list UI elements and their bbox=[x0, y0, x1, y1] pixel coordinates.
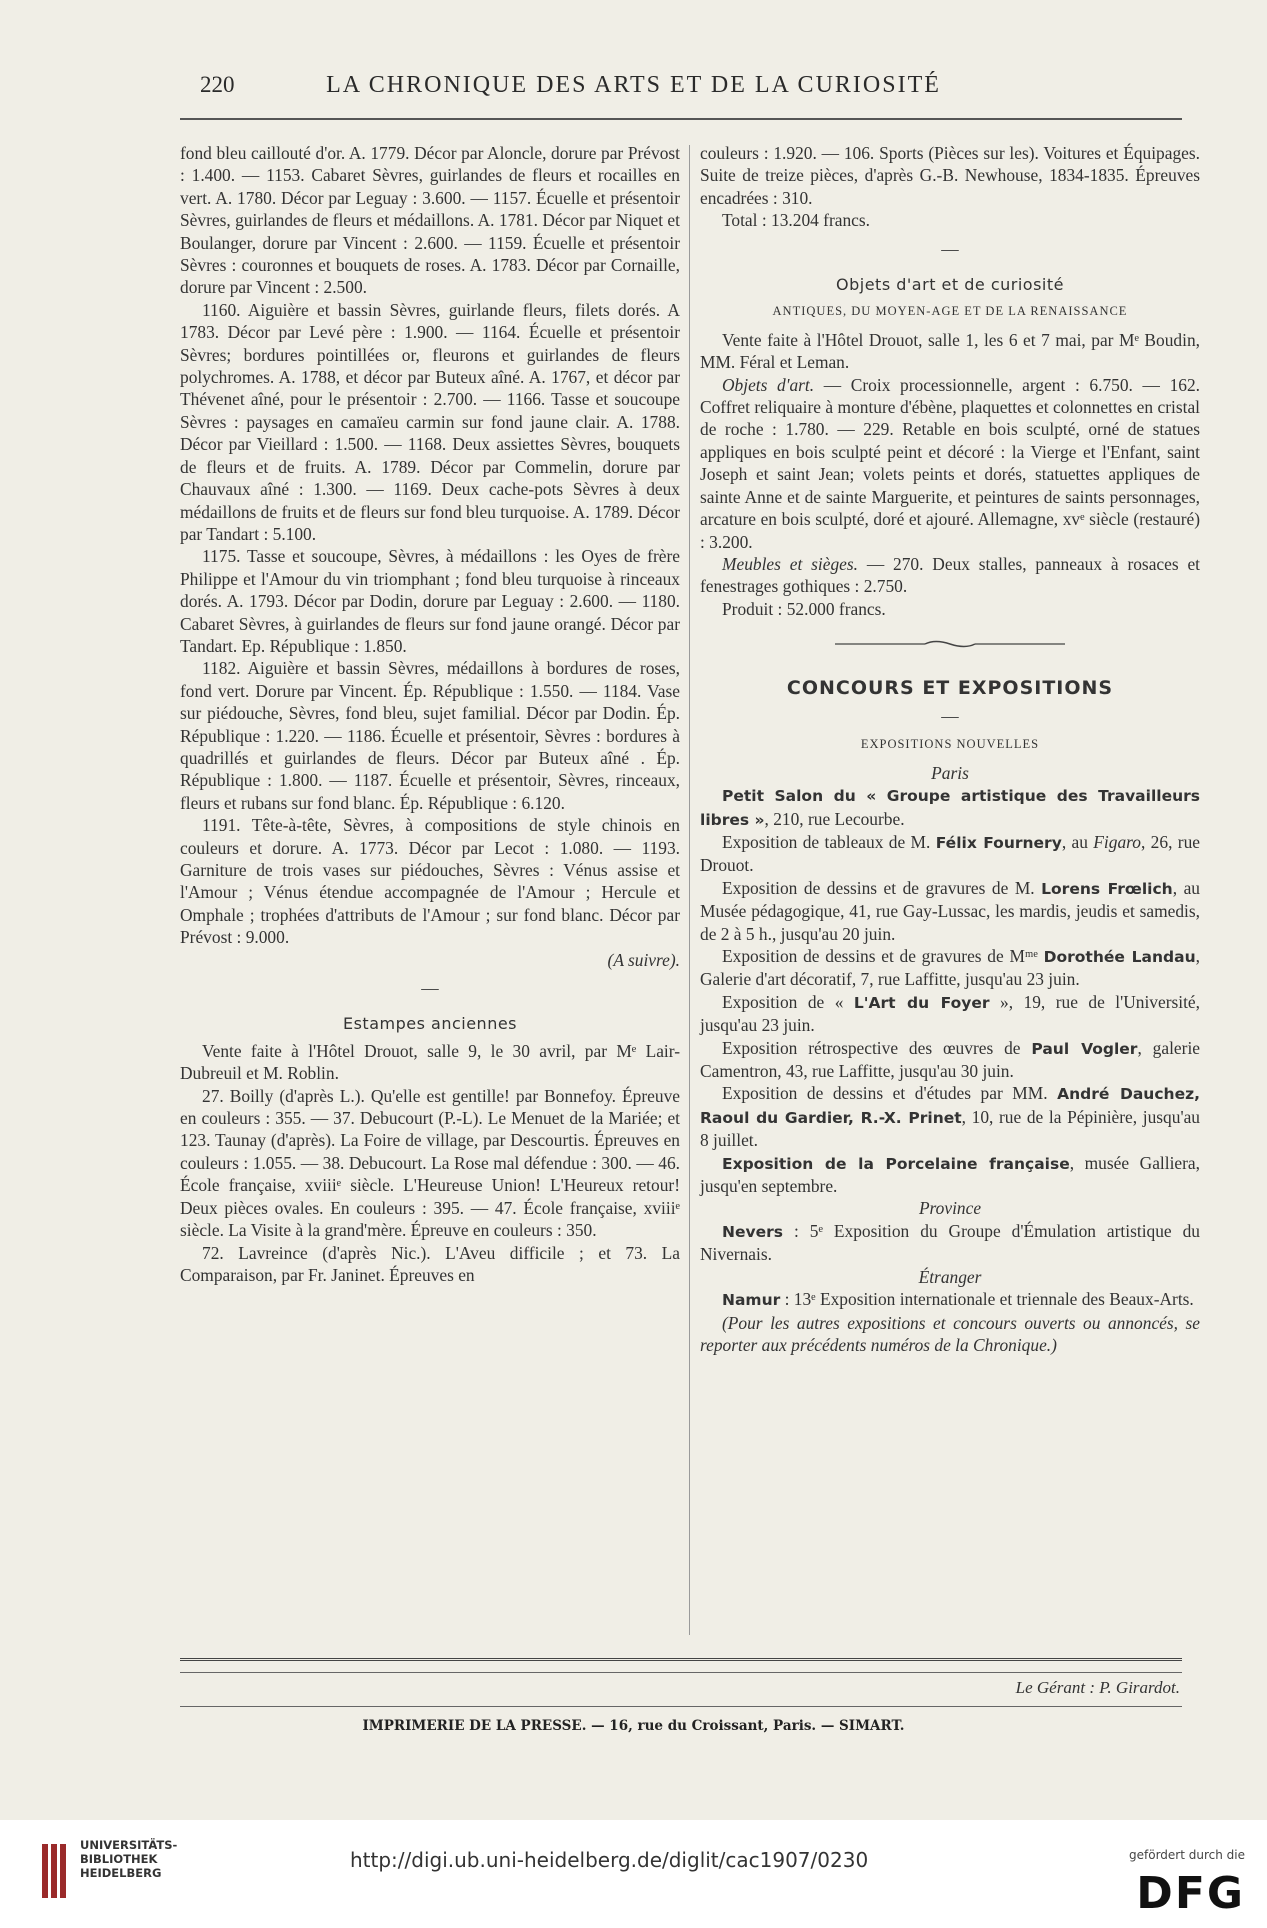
inline-text: Exposition de « bbox=[722, 991, 854, 1012]
inline-text: Exposition de tableaux de M. bbox=[722, 831, 936, 852]
funding-label: gefördert durch die bbox=[1129, 1848, 1245, 1862]
expo-entry bbox=[700, 991, 1200, 1037]
bold-name: André Dauchez, Raoul du Gardier, R.-X. Prinet bbox=[700, 1085, 1200, 1127]
paragraph: 1191. Tête-à-tête, Sèvres, à compositions de style chinois en couleurs et dorure. A. 1773. Décor par Lecot : 1.080. — 1193. Garniture de trois vases sur piédouches, Sèvres : Vénus assise et l'Amour ; Vénus étendue accompagnée de l'Amour ; Hercule et Omphale ; trophées d'attributs de l'Amour ; sur fond blanc. Décor par Prévost : 9.000. bbox=[180, 815, 680, 948]
library-name-line: HEIDELBERG bbox=[80, 1866, 162, 1880]
gerant-signature: Le Gérant : P. Girardot. bbox=[1015, 1678, 1180, 1697]
printer-imprint: IMPRIMERIE DE LA PRESSE. — 16, rue du Croissant, Paris. — SIMART. bbox=[362, 1718, 905, 1734]
inline-text: — Croix processionnelle, argent : 6.750. — 162. Coffret reliquaire à monture d'ébène, plaquettes et colonnettes en cristal de roche : 1.780. — 229. Retable en bois sculpté, orné de statues appliques en bois sculpté peint et décoré : la Vierge et l'Enfant, saint Joseph et saint Jean; volets peints et dorés, statuettes appliques de sainte Anne et de sainte Marguerite, et peintures de saints personnages, arcature en bois sculpté, doré et ajouré. Allemagne, xvᵉ siècle (restauré) : 3.200. bbox=[700, 374, 1201, 552]
inline-text: , galerie Camentron, 43, rue Laffitte, jusqu'au 30 juin. bbox=[700, 1037, 1200, 1082]
right-column bbox=[700, 142, 1200, 1356]
inline-italic: Figaro bbox=[1093, 831, 1141, 852]
section-title-estampes: Estampes anciennes bbox=[342, 1014, 518, 1034]
bold-name: Exposition de la Porcelaine française bbox=[722, 1154, 1070, 1173]
product-line: Produit : 52.000 francs. bbox=[722, 598, 886, 619]
inline-text: , musée Galliera, jusqu'en septembre. bbox=[700, 1152, 1200, 1197]
inline-label: Meubles et sièges. bbox=[722, 553, 858, 574]
inline-label: Objets d'art. bbox=[722, 374, 815, 395]
digitization-footer bbox=[0, 1820, 1267, 1928]
bold-name: Lorens Frœlich bbox=[1041, 879, 1173, 898]
inline-text: », 19, rue de l'Université, jusqu'au 23 juin. bbox=[700, 991, 1200, 1036]
ornament-divider bbox=[700, 632, 1200, 654]
region-paris: Paris bbox=[931, 762, 969, 783]
paragraph: 1160. Aiguière et bassin Sèvres, guirlande fleurs, filets dorés. A 1783. Décor par Levé père : 1.900. — 1164. Écuelle et présentoir Sèvres; bordures pointillées or, fleurons et guirlandes de fleurs polychromes. A. 1788, et décor par Buteux aîné. A. 1767, et décor par Thévenet aîné, pour le présentoir : 2.700. — 1166. Tasse et soucoupe Sèvres : paysages en camaïeu carmin sur fond jaune clair. A. 1788. Décor par Vieillard : 1.500. — 1168. Deux assiettes Sèvres, bouquets de fleurs et de fruits. A. 1789. Décor par Commelin, dorure par Chauvaux aîné : 1.300. — 1169. Deux cache-pots Sèvres à deux médaillons de fruits et de fleurs sur fond bleu turquoise. A. 1789. Décor par Tandart : 5.100. bbox=[180, 299, 680, 544]
region-etranger: Étranger bbox=[918, 1266, 982, 1287]
page-number: 220 bbox=[200, 72, 235, 97]
expo-entry bbox=[700, 784, 1200, 831]
inline-text: , 10, rue de la Pépinière, jusqu'au 8 juillet. bbox=[700, 1106, 1200, 1151]
expo-entry bbox=[700, 1288, 1200, 1311]
inline-text: Exposition de dessins et d'études par MM. bbox=[722, 1083, 1058, 1104]
expo-entry bbox=[700, 945, 1200, 991]
bold-name: Petit Salon du « Groupe artistique des Travailleurs libres » bbox=[700, 787, 1200, 829]
expo-entry bbox=[700, 1082, 1200, 1151]
paragraph: fond bleu caillouté d'or. A. 1779. Décor par Aloncle, dorure par Prévost : 1.400. — 1153. Cabaret Sèvres, guirlandes de fleurs et rocailles en vert. A. 1780. Décor par Leguay : 3.600. — 1157. Écuelle et présentoir Sèvres, guirlandes de fleurs et médaillons. A. 1781. Décor par Niquet et Boulanger, dorure par Vincent : 2.600. — 1159. Écuelle et présentoir Sèvres : couronnes et bouquets de roses. A. 1783. Décor par Cornaille, dorure par Vincent : 2.500. bbox=[180, 143, 680, 298]
inline-text: , au bbox=[1061, 831, 1094, 852]
left-column bbox=[180, 142, 680, 1286]
paragraph: Vente faite à l'Hôtel Drouot, salle 1, les 6 et 7 mai, par Mᵉ Boudin, MM. Féral et Leman. bbox=[700, 329, 1200, 373]
footer-double-rule bbox=[180, 1658, 1182, 1663]
page-header bbox=[180, 72, 1087, 108]
paragraph: 1182. Aiguière et bassin Sèvres, médaillons à bordures de roses, fond vert. Dorure par Vincent. Ép. République : 1.550. — 1184. Vase sur piédouche, Sèvres, fond bleu, sujet familial. Décor par Dodin. Ép. République : 1.220. — 1186. Écuelle et présentoir, Sèvres : bordures à quadrillés et guirlandes de fleurs. Décor par Buteux aîné . Ép. République : 1.800. — 1187. Écuelle et présentoir, Sèvres, rinceaux, fleurs et rubans sur fond blanc. Ép. République : 6.120. bbox=[180, 658, 680, 813]
section-title-objets: Objets d'art et de curiosité bbox=[836, 275, 1064, 295]
expo-entry bbox=[700, 1220, 1200, 1266]
inline-text: , au Musée pédagogique, 41, rue Gay-Lussac, les mardis, jeudis et samedis, de 2 à 5 h., jusqu'au 20 juin. bbox=[700, 877, 1200, 944]
to-be-continued: (A suivre). bbox=[607, 949, 680, 970]
inline-text: Exposition de dessins et de gravures de M. bbox=[722, 877, 1042, 898]
inline-text: Exposition rétrospective des œuvres de bbox=[722, 1037, 1032, 1058]
separator-dash: — bbox=[941, 705, 959, 726]
inline-text: : 5ᵉ Exposition du Groupe d'Émulation artistique du Nivernais. bbox=[700, 1220, 1200, 1265]
inline-text: — 270. Deux stalles, panneaux à rosaces et fenestrages gothiques : 2.750. bbox=[700, 553, 1201, 597]
library-logo-icon bbox=[40, 1840, 70, 1902]
expo-entry bbox=[700, 1152, 1200, 1198]
bold-name: Nevers bbox=[722, 1222, 783, 1241]
dfg-logo: DFG bbox=[1136, 1868, 1245, 1919]
total-line: Total : 13.204 francs. bbox=[722, 210, 871, 231]
bold-name: Paul Vogler bbox=[1031, 1039, 1138, 1058]
paragraph: 72. Lavreince (d'après Nic.). L'Aveu difficile ; et 73. La Comparaison, par Fr. Janinet. Épreuves en bbox=[180, 1242, 680, 1285]
footer-rule bbox=[180, 1672, 1182, 1673]
inline-text: : 13ᵉ Exposition internationale et triennale des Beaux-Arts. bbox=[780, 1289, 1194, 1310]
region-province: Province bbox=[918, 1198, 982, 1219]
bold-name: Félix Fournery bbox=[935, 833, 1062, 852]
paragraph: 27. Boilly (d'après L.). Qu'elle est gentille! par Bonnefoy. Épreuve en couleurs : 355. — 37. Debucourt (P.-L). Le Menuet de la Mariée; et 123. Taunay (d'après). La Foire de village, par Descourtis. Épreuves en couleurs : 1.055. — 38. Debucourt. La Rose mal défendue : 300. — 46. École française, xviiiᵉ siècle. L'Heureuse Union! L'Heureux retour! Deux pièces ovales. En couleurs : 395. — 47. École française, xviiiᵉ siècle. La Visite à la grand'mère. Épreuve en couleurs : 350. bbox=[180, 1085, 680, 1241]
bold-name: Dorothée Landau bbox=[1043, 948, 1196, 966]
separator-dash: — bbox=[941, 238, 959, 259]
section-subtitle: EXPOSITIONS NOUVELLES bbox=[860, 737, 1040, 752]
library-name bbox=[80, 1838, 177, 1880]
expo-entry bbox=[700, 1037, 1200, 1083]
section-title-concours: CONCOURS ET EXPOSITIONS bbox=[786, 676, 1114, 699]
column-divider bbox=[689, 145, 690, 1635]
footer-rule bbox=[180, 1706, 1182, 1707]
paragraph: couleurs : 1.920. — 106. Sports (Pièces sur les). Voitures et Équipages. Suite de treize pièces, d'après G.-B. Newhouse, 1834-1835. Épreuves encadrées : 310. bbox=[700, 143, 1200, 208]
paragraph: 1175. Tasse et soucoupe, Sèvres, à médaillons : les Oyes de frère Philippe et l'Amour du vin triomphant ; fond bleu turquoise à rinceaux dorés. A. 1793. Décor par Dodin, dorure par Leguay : 2.600. — 1180. Cabaret Sèvres, à guirlandes de fleurs sur fond jaune orangé. Décor par Tandart. Ep. République : 1.850. bbox=[180, 546, 680, 656]
inline-text: , 26, rue Drouot. bbox=[700, 831, 1200, 876]
paragraph: Vente faite à l'Hôtel Drouot, salle 9, le 30 avril, par Mᵉ Lair-Dubreuil et M. Roblin. bbox=[180, 1040, 680, 1084]
library-name-line: UNIVERSITÄTS- bbox=[80, 1838, 178, 1852]
separator-dash: — bbox=[421, 978, 439, 999]
closing-note: (Pour les autres expositions et concours ouverts ou annoncés, se reporter aux précédents numéros de la Chronique.) bbox=[700, 1312, 1200, 1355]
paragraph bbox=[700, 553, 1200, 598]
inline-text: , 210, rue Lecourbe. bbox=[764, 808, 905, 829]
section-subtitle: ANTIQUES, DU MOYEN-AGE ET DE LA RENAISSANCE bbox=[772, 304, 1128, 319]
expo-entry bbox=[700, 877, 1200, 945]
inline-text: Exposition de dessins et de gravures de Mᵐᵉ bbox=[722, 946, 1044, 966]
library-name-line: BIBLIOTHEK bbox=[80, 1852, 158, 1866]
source-url-link[interactable]: http://digi.ub.uni-heidelberg.de/diglit/cac1907/0230 bbox=[350, 1848, 869, 1872]
header-rule bbox=[180, 118, 1182, 120]
bold-name: Namur bbox=[722, 1291, 781, 1310]
paragraph bbox=[700, 374, 1200, 553]
inline-text: , Galerie d'art décoratif, 7, rue Laffitte, jusqu'au 23 juin. bbox=[700, 946, 1200, 990]
running-title: LA CHRONIQUE DES ARTS ET DE LA CURIOSITÉ bbox=[326, 72, 941, 98]
expo-entry bbox=[700, 831, 1200, 877]
bold-name: L'Art du Foyer bbox=[853, 993, 990, 1012]
